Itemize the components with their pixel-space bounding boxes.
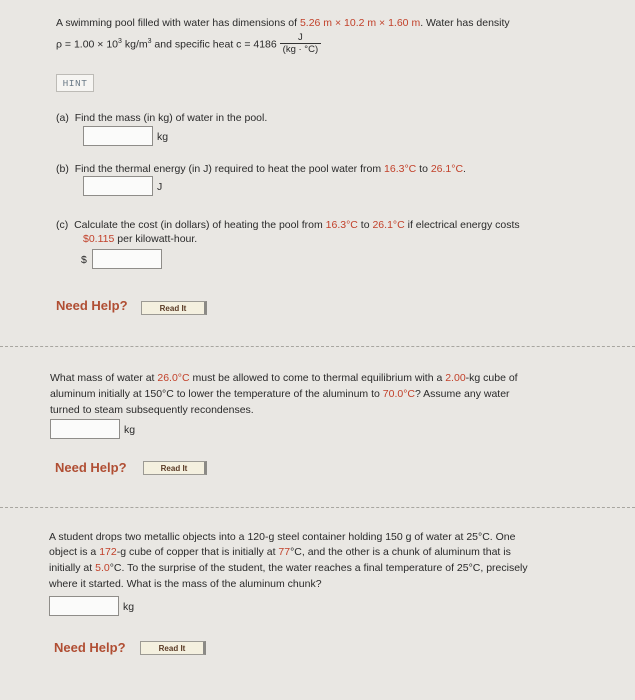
part-b-to: to — [416, 163, 431, 175]
temp-to: 26.1°C — [372, 219, 405, 231]
specific-heat: and specific heat c = 4186 — [151, 38, 277, 51]
read-it-button[interactable] — [143, 461, 207, 475]
q3-text-line4: where it started. What is the mass of the aluminum chunk? — [49, 578, 322, 590]
part-c-question: if electrical energy costs — [404, 219, 520, 231]
pool-dimensions: 5.26 m × 10.2 m × 1.60 m — [299, 17, 421, 29]
density-units: kg/m — [121, 38, 148, 51]
q1-text-line2 — [56, 33, 321, 56]
hint-label: HINT — [62, 77, 88, 89]
part-a-question: Find the mass (in kg) of water in the pool. — [74, 112, 268, 124]
temp-to: 26.1°C — [430, 163, 464, 175]
part-a-label: (a) — [56, 112, 69, 124]
q2-text-line2 — [50, 388, 510, 400]
aluminum-mass: 2.00 — [445, 372, 466, 384]
part-b-question: Find the thermal energy (in J) required to heat the pool water from — [74, 163, 385, 175]
water-mass-input[interactable] — [50, 419, 120, 439]
read-it-button[interactable] — [141, 301, 207, 315]
q2-text: What mass of water at — [50, 372, 158, 384]
mass-input[interactable] — [83, 126, 153, 146]
energy-unit: J — [157, 181, 163, 193]
aluminum-mass-unit: kg — [123, 601, 135, 613]
q1-text: . Water has density — [420, 17, 510, 29]
q2-text: ? Assume any water — [415, 388, 510, 400]
q3-text-line3 — [49, 562, 528, 574]
need-help-label: Need Help? — [54, 640, 126, 655]
part-b-label: (b) — [56, 163, 69, 175]
divider — [0, 346, 635, 347]
part-b — [56, 163, 466, 175]
specific-heat-units — [280, 32, 321, 55]
read-it-label: Read It — [159, 303, 187, 313]
q3-text: object is a — [49, 546, 100, 558]
part-c-question: per kilowatt-hour. — [114, 233, 198, 245]
need-help-label: Need Help? — [56, 298, 128, 313]
part-c-question: Calculate the cost (in dollars) of heating the pool from — [74, 219, 326, 231]
temp-from: 16.3°C — [384, 163, 417, 175]
q3-text: initially at — [49, 562, 96, 574]
water-temp: 26.0°C — [157, 372, 190, 384]
q1-text: A swimming pool filled with water has dimensions of — [56, 17, 300, 29]
q3-text: -g cube of copper that is initially at — [116, 546, 279, 558]
q3-text: °C. To the surprise of the student, the water reaches a final temperature of 25°C, precisely — [109, 562, 528, 574]
copper-mass: 172 — [99, 546, 117, 558]
q2-text-line3: turned to steam subsequently recondenses. — [50, 404, 254, 416]
dollar-prefix: $ — [81, 254, 87, 266]
cost-input[interactable] — [92, 249, 162, 269]
copper-temp: 77 — [278, 546, 291, 558]
read-it-label: Read It — [160, 463, 188, 473]
density-exponent: 3 — [118, 37, 122, 45]
final-temp: 70.0°C — [382, 388, 415, 400]
aluminum-temp: 5.0 — [95, 562, 110, 574]
density-value: ρ = 1.00 × 10 — [56, 38, 119, 51]
q1-text-line1 — [56, 17, 510, 29]
q3-text-line1: A student drops two metallic objects into a 120-g steel container holding 150 g of water at 25°C. One — [49, 531, 516, 543]
read-it-label: Read It — [158, 643, 186, 653]
q2-text: -kg cube of — [465, 372, 518, 384]
part-c-line2 — [83, 233, 197, 245]
energy-input[interactable] — [83, 176, 153, 196]
part-c-to: to — [357, 219, 373, 231]
aluminum-mass-input[interactable] — [49, 596, 119, 616]
energy-cost: $0.115 — [83, 233, 115, 245]
need-help-label: Need Help? — [55, 460, 127, 475]
q2-text: aluminum initially at 150°C to lower the temperature of the aluminum to — [50, 388, 383, 400]
part-c-label: (c) — [56, 219, 69, 231]
part-b-end: . — [463, 163, 466, 175]
temp-from: 16.3°C — [325, 219, 358, 231]
units-numerator: J — [280, 32, 321, 44]
read-it-button[interactable] — [140, 641, 206, 655]
density-units-exponent: 3 — [147, 37, 152, 45]
mass-unit: kg — [157, 131, 169, 143]
units-denominator: (kg · °C) — [282, 44, 319, 55]
water-mass-unit: kg — [124, 424, 136, 436]
hint-button[interactable] — [56, 74, 94, 92]
q2-text-line1 — [50, 372, 518, 384]
part-a — [56, 112, 267, 124]
q3-text: °C, and the other is a chunk of aluminum that is — [290, 546, 511, 558]
q3-text-line2 — [49, 546, 511, 558]
part-c-line1 — [56, 219, 520, 231]
divider — [0, 507, 635, 508]
q2-text: must be allowed to come to thermal equilibrium with a — [189, 372, 446, 384]
